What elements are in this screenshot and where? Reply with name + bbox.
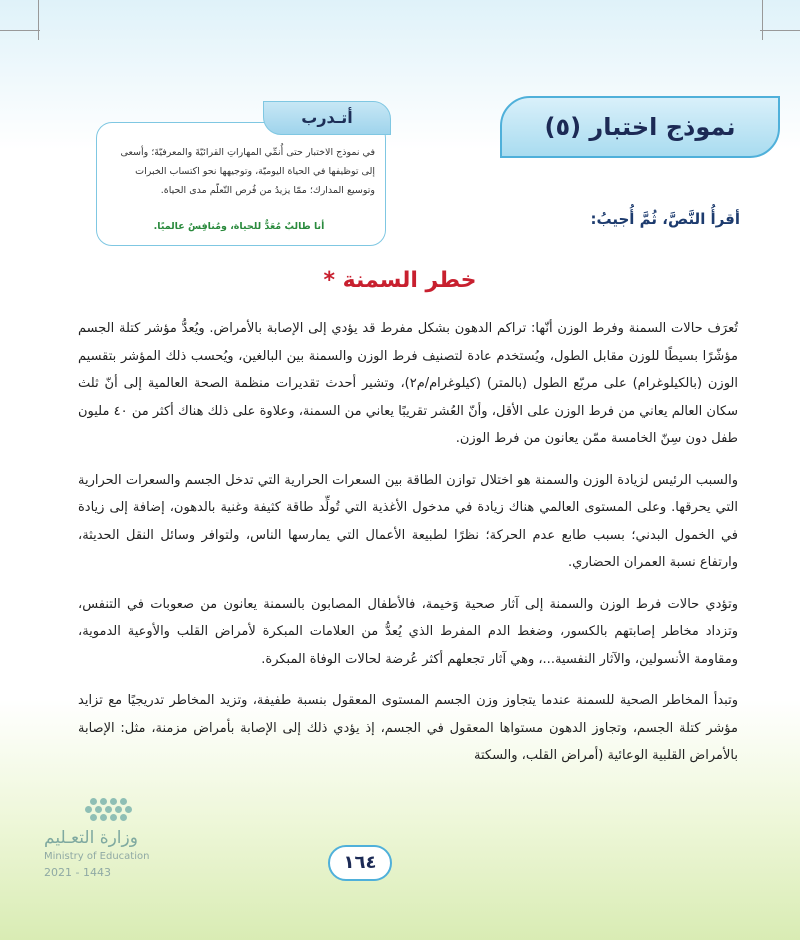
page-number: ١٦٤ [328, 845, 392, 881]
ministry-year: 2021 - 1443 [44, 866, 111, 879]
crop-mark [38, 0, 39, 40]
page-title: نموذج اختبار (٥) [500, 96, 780, 158]
crop-mark [760, 30, 800, 31]
paragraph: تُعرَف حالات السمنة وفرط الوزن أنّها: تراكم الدهون بشكل مفرط قد يؤدي إلى الإصابة بالأمراض. ويُعدُّ مؤشر كتلة الجسم مؤشّرًا بسيطًا للوزن مقابل الطول، ويُستخدم عادة لتصنيف فرط الوزن والسمنة بين البالغين، ويُحسب ذلك المؤشر بتقسيم الوزن (بالكيلوغرام) على مربّع الطول (بالمتر) (كيلوغرام/م٢)، وتشير أحدث تقديرات منظمة الصحة العالمية إلى أنّ ثلث سكان العالم يعاني من فرط الوزن على الأقل، وأنّ العُشر تقريبًا يعاني من السمنة، وعلاوة على ذلك هناك أكثر من ٤٠ مليون طفل دون سِنّ الخامسة ممّن يعانون من فرط الوزن. [78, 321, 738, 446]
crop-mark [762, 0, 763, 40]
article-title: خطر السمنة * [323, 268, 477, 293]
paragraph: وتؤدي حالات فرط الوزن والسمنة إلى آثار صحية وَخيمة، فالأطفال المصابون بالسمنة يعانون من صعوبات في التنفس، وتزداد مخاطر إصابتهم بالكسور، وضغط الدم المفرط الذي يُعدُّ من العلامات المبكرة لأمراض القلب والأوعية الدموية، ومقاومة الأنسولين، والآثار النفسية...، وهي آثار تجعلهم أكثر عُرضة لحالات الوفاة المبكرة. [78, 596, 738, 667]
ministry-name-ar: وزارة التعـليم [44, 828, 138, 848]
practice-slogan: أنا طالبٌ مُعَدٌّ للحياة، ومُنافِسٌ عالميًا. [153, 221, 325, 232]
article-body [78, 315, 738, 784]
practice-box [96, 108, 386, 246]
paragraph: وتبدأ المخاطر الصحية للسمنة عندما يتجاوز وزن الجسم المستوى المعقول بنسبة طفيفة، وتزيد المخاطر تدريجيًا مع تزايد مؤشر كتلة الجسم، وتجاوز الدهون مستواها المعقول في الجسم، إذ يؤدي ذلك إلى الإصابة بأمراض مزمنة، مثل: الإصابة بالأمراض القلبية الوعائية (أمراض القلب، والسكتة [78, 693, 738, 763]
instruction: أقرأُ النَّصَّ، ثُمَّ أُجيبُ: [590, 210, 740, 228]
ministry-name-en: Ministry of Education [44, 851, 150, 862]
practice-tab: أتـدرب [263, 101, 391, 135]
paragraph: والسبب الرئيس لزيادة الوزن والسمنة هو اختلال توازن الطاقة بين السعرات الحرارية التي تدخل الجسم والسعرات الحرارية التي يحرقها. وعلى المستوى العالمي هناك زيادة في مدخول الأغذية التي تُولِّد طاقة كثيفة وغنية بالدهون، إضافة إلى زيادة في الخمول البدني؛ بسبب طابع عدم الحركة؛ نظرًا لطبيعة الأعمال التي يمارسها الناس، ولتوافر وسائل النقل الحديثة، وارتفاع نسبة العمران الحضاري. [78, 472, 738, 570]
ministry-logo [30, 798, 180, 888]
crop-mark [0, 30, 40, 31]
practice-text: في نموذج الاختبار حتى أُنمِّي المهاراتِ القرائيّةَ والمعرفيّةَ؛ وأسعى إلى توظيفها في الحياة اليوميّة، وتوجيهها نحو اكتساب الخبرات وتوسيع المدارك؛ ممّا يزيدُ من فُرص التّعلّم مدى الحياة. [120, 147, 375, 196]
